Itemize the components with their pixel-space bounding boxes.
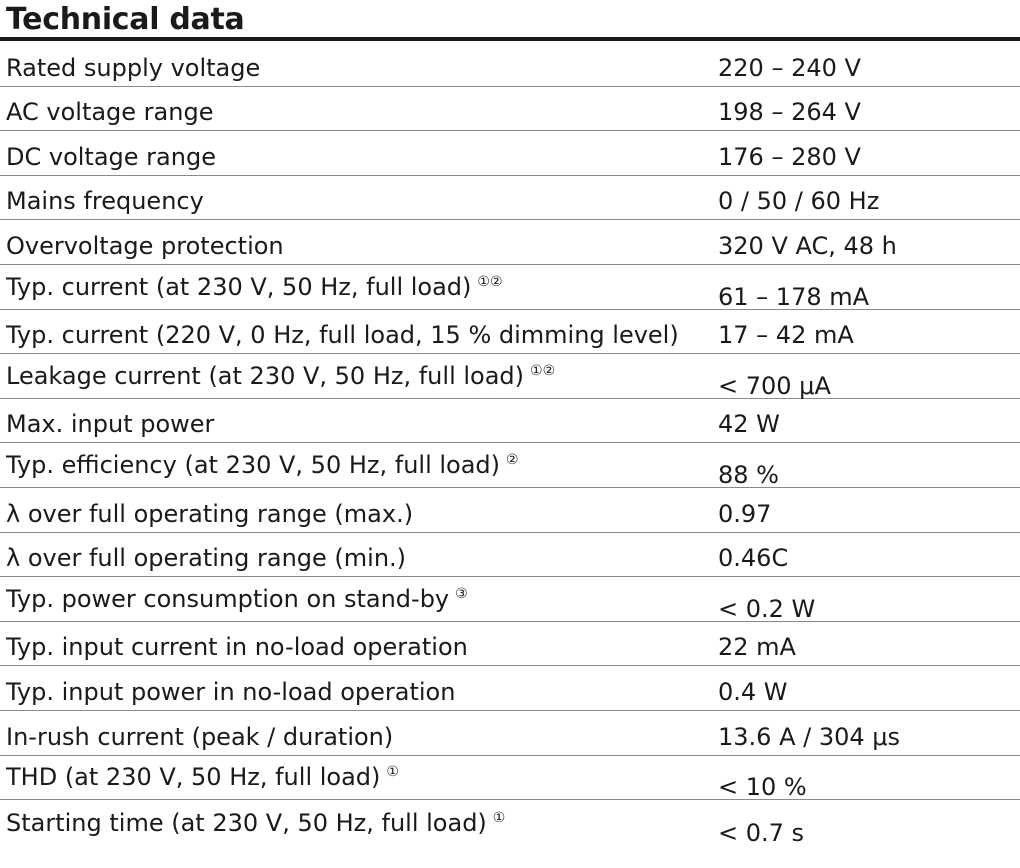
parameter-value: 0.4 W [718, 677, 788, 706]
footnote-marker: ①② [477, 273, 503, 290]
table-row [0, 666, 1020, 711]
footnote-marker: ① [492, 809, 506, 826]
technical-data-table [0, 42, 1020, 845]
parameter-label: Typ. efficiency (at 230 V, 50 Hz, full load) [6, 450, 501, 479]
table-row [0, 622, 1020, 667]
table-row [0, 800, 1020, 845]
table-row [0, 756, 1020, 801]
table-row [0, 577, 1020, 622]
parameter-value: 22 mA [718, 633, 796, 662]
footnote-marker: ② [506, 451, 519, 468]
parameter-value: 0 / 50 / 60 Hz [718, 187, 880, 216]
table-row [0, 131, 1020, 176]
table-row [0, 354, 1020, 399]
table-row [0, 711, 1020, 756]
table-row [0, 176, 1020, 221]
parameter-label: Max. input power [6, 410, 215, 439]
table-row [0, 42, 1020, 87]
parameter-value: 176 – 280 V [718, 142, 861, 171]
parameter-value: < 0.2 W [718, 594, 816, 623]
parameter-value: 0.46C [718, 544, 789, 573]
parameter-value: 17 – 42 mA [718, 321, 854, 350]
footnote-marker: ③ [455, 585, 468, 602]
title-rule [0, 37, 1020, 41]
parameter-label: Mains frequency [6, 187, 204, 216]
parameter-label: In-rush current (peak / duration) [6, 722, 394, 751]
parameter-value: 220 – 240 V [718, 53, 861, 82]
parameter-label: Starting time (at 230 V, 50 Hz, full load) [6, 808, 487, 837]
footnote-marker: ①② [530, 362, 556, 379]
table-row [0, 488, 1020, 533]
parameter-value: 198 – 264 V [718, 98, 861, 127]
table-row [0, 533, 1020, 578]
parameter-label: DC voltage range [6, 142, 216, 171]
parameter-value: < 700 μA [718, 371, 831, 400]
parameter-label: Typ. input current in no-load operation [6, 633, 468, 662]
table-row [0, 265, 1020, 310]
parameter-label: THD (at 230 V, 50 Hz, full load) [6, 763, 381, 792]
parameter-value: < 10 % [718, 773, 807, 802]
parameter-value: 13.6 A / 304 μs [718, 722, 901, 751]
table-row [0, 443, 1020, 488]
parameter-label: λ over full operating range (max.) [6, 499, 414, 528]
parameter-value: 88 % [718, 460, 779, 489]
parameter-label: Typ. current (at 230 V, 50 Hz, full load) [6, 272, 472, 301]
table-row [0, 87, 1020, 132]
table-row [0, 310, 1020, 355]
table-row [0, 220, 1020, 265]
parameter-value: < 0.7 s [718, 818, 805, 847]
page-title: Technical data [6, 2, 245, 37]
parameter-label: AC voltage range [6, 98, 214, 127]
parameter-value: 61 – 178 mA [718, 282, 870, 311]
parameter-label: Typ. current (220 V, 0 Hz, full load, 15 % dimming level) [6, 321, 679, 350]
footnote-marker: ① [386, 764, 399, 781]
parameter-label: Overvoltage protection [6, 231, 284, 260]
parameter-label: Rated supply voltage [6, 53, 261, 82]
parameter-value: 42 W [718, 410, 780, 439]
parameter-label: Typ. power consumption on stand-by [6, 584, 450, 613]
parameter-label: Typ. input power in no-load operation [6, 677, 456, 706]
table-row [0, 399, 1020, 444]
parameter-label: Leakage current (at 230 V, 50 Hz, full load) [6, 361, 525, 390]
parameter-value: 0.97 [718, 499, 772, 528]
parameter-value: 320 V AC, 48 h [718, 231, 897, 260]
parameter-label: λ over full operating range (min.) [6, 544, 407, 573]
